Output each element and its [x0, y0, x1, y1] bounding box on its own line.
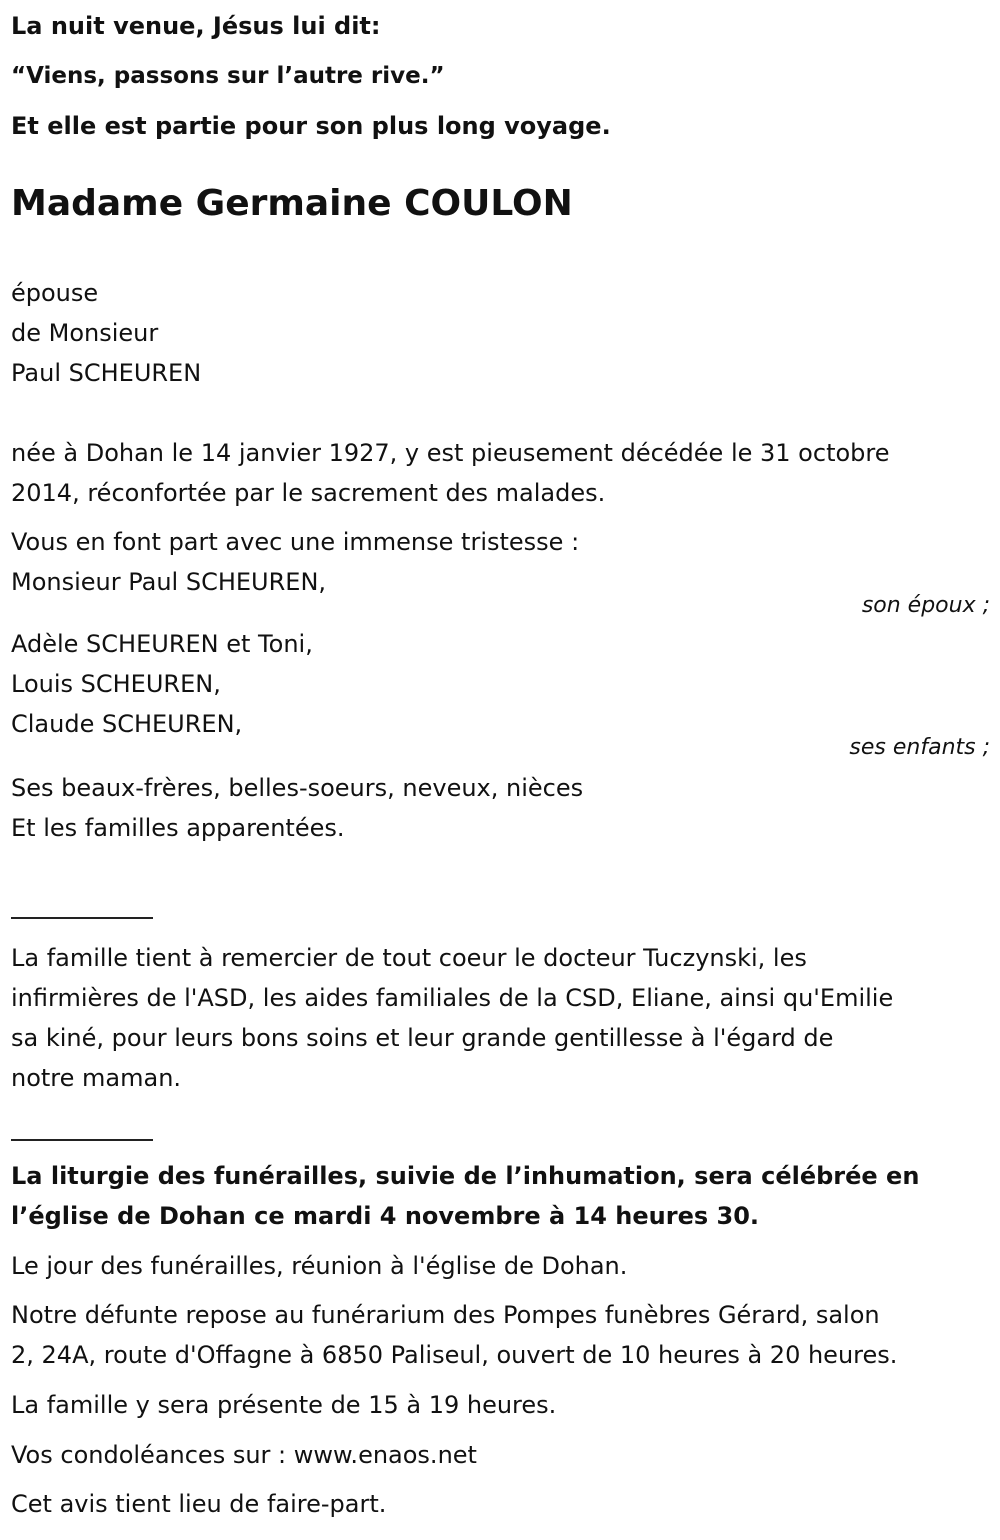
- bio-line-1: née à Dohan le 14 janvier 1927, y est pieusement décédée le 31 octobre: [11, 439, 890, 467]
- thanks-line-3: sa kiné, pour leurs bons soins et leur grande gentillesse à l'égard de: [11, 1024, 834, 1052]
- children-role: ses enfants ;: [849, 735, 990, 760]
- thanks-line-2: infirmières de l'ASD, les aides familiales de la CSD, Eliane, ainsi qu'Emilie: [11, 984, 894, 1012]
- announcement-intro: Vous en font part avec une immense tristesse :: [11, 528, 580, 556]
- notice: Cet avis tient lieu de faire-part.: [11, 1490, 387, 1518]
- relatives: Ses beaux-frères, belles-soeurs, neveux, nièces: [11, 774, 584, 802]
- family-presence: La famille y sera présente de 15 à 19 heures.: [11, 1391, 557, 1419]
- thanks-line-1: La famille tient à remercier de tout coeur le docteur Tuczynski, les: [11, 944, 807, 972]
- separator-1: [11, 917, 153, 919]
- spouse-line-1: épouse: [11, 279, 99, 307]
- rest-line-2: 2, 24A, route d'Offagne à 6850 Paliseul, ouvert de 10 heures à 20 heures.: [11, 1341, 898, 1369]
- quote-line-2: “Viens, passons sur l’autre rive.”: [11, 63, 445, 89]
- rest-line-1: Notre défunte repose au funérarium des Pompes funèbres Gérard, salon: [11, 1301, 880, 1329]
- spouse-line-2: de Monsieur: [11, 319, 159, 347]
- child-3: Claude SCHEUREN,: [11, 710, 243, 738]
- bio-line-2: 2014, réconfortée par le sacrement des malades.: [11, 479, 606, 507]
- quote-line-1: La nuit venue, Jésus lui dit:: [11, 12, 381, 40]
- spouse-line-3: Paul SCHEUREN: [11, 359, 202, 387]
- families: Et les familles apparentées.: [11, 814, 345, 842]
- separator-2: [11, 1139, 153, 1141]
- child-2: Louis SCHEUREN,: [11, 670, 221, 698]
- deceased-name: Madame Germaine COULON: [11, 183, 573, 224]
- husband-name: Monsieur Paul SCHEUREN,: [11, 568, 327, 596]
- liturgy-line-2: l’église de Dohan ce mardi 4 novembre à 14 heures 30.: [11, 1202, 760, 1230]
- condolences: Vos condoléances sur : www.enaos.net: [11, 1441, 477, 1469]
- meeting-info: Le jour des funérailles, réunion à l'église de Dohan.: [11, 1252, 628, 1280]
- child-1: Adèle SCHEUREN et Toni,: [11, 630, 313, 658]
- thanks-line-4: notre maman.: [11, 1064, 182, 1092]
- quote-line-3: Et elle est partie pour son plus long voyage.: [11, 112, 611, 140]
- liturgy-line-1: La liturgie des funérailles, suivie de l’inhumation, sera célébrée en: [11, 1162, 920, 1190]
- husband-role: son époux ;: [861, 593, 990, 618]
